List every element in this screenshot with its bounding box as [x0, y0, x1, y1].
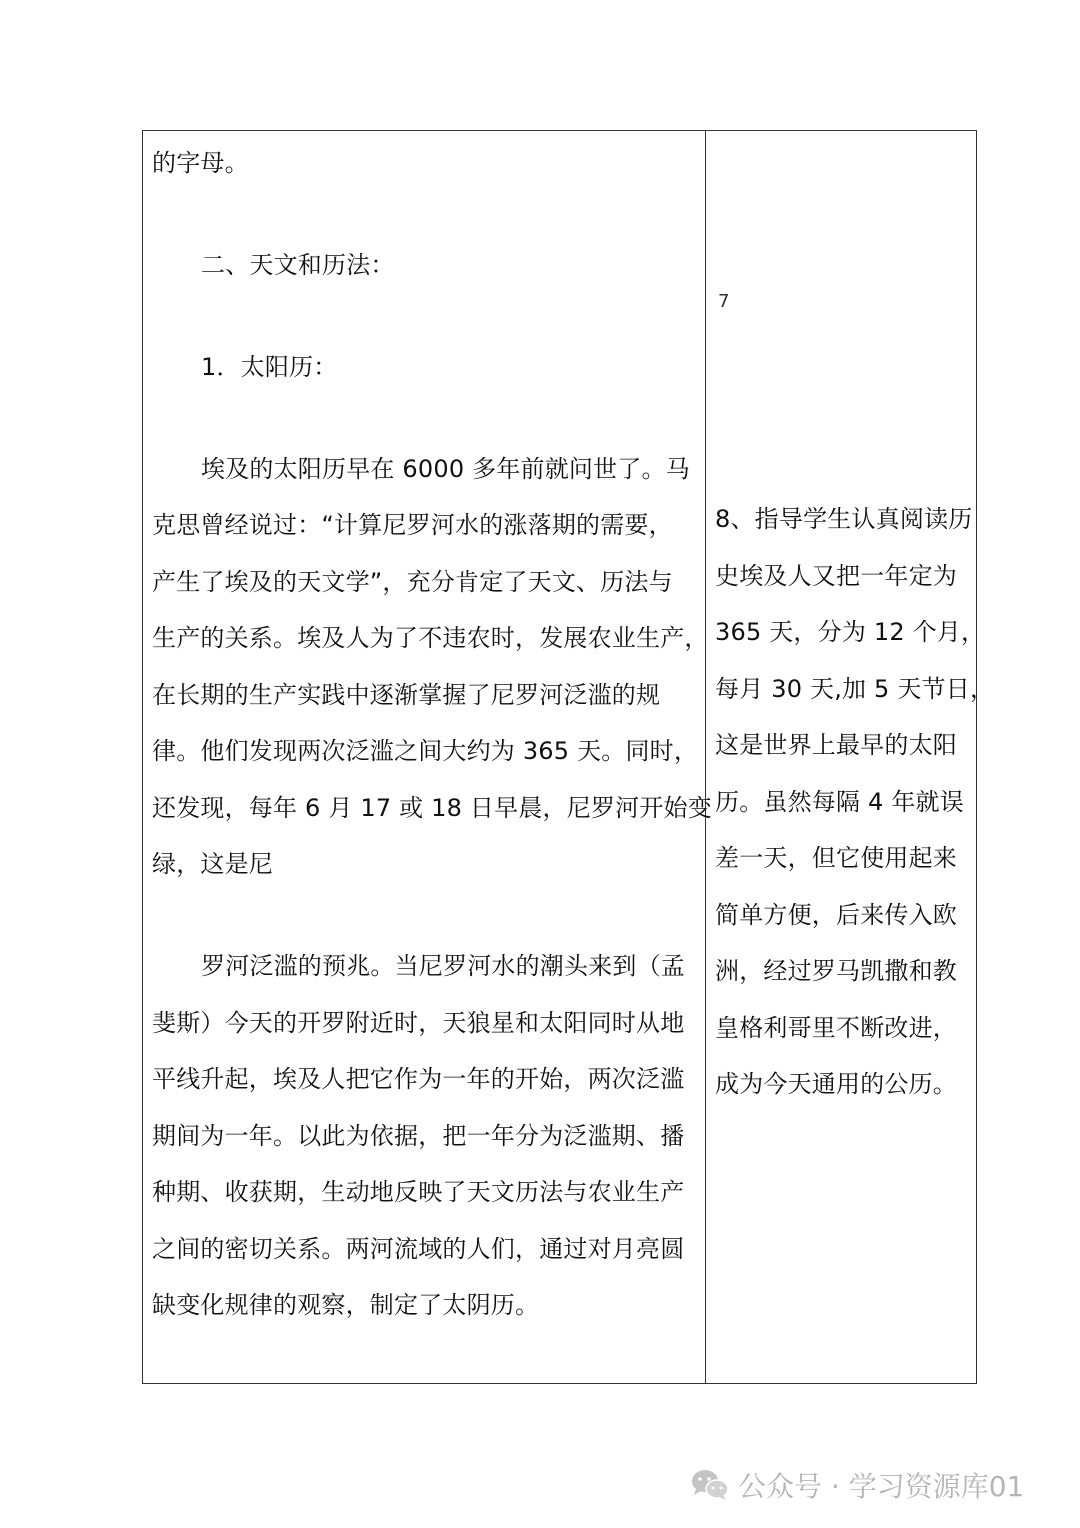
- note-line: 皇格利哥里不断改进，: [715, 1014, 957, 1042]
- note-line: 简单方便，后来传入欧: [715, 901, 957, 929]
- text-line: 期间为一年。以此为依据，把一年分为泛滥期、播: [152, 1122, 685, 1150]
- note-line: 历。虽然每隔 4 年就误: [715, 788, 964, 816]
- note-line: 这是世界上最早的太阳: [715, 731, 957, 759]
- section-heading: 二、天文和历法：: [201, 251, 395, 279]
- note-line: 成为今天通用的公历。: [715, 1070, 957, 1098]
- content-table: [142, 130, 995, 1384]
- text-line: 生产的关系。埃及人为了不违农时，发展农业生产，: [152, 624, 709, 652]
- text-line: 在长期的生产实践中逐渐掌握了尼罗河泛滥的规: [152, 681, 661, 709]
- wechat-icon: [690, 1467, 730, 1503]
- text-line: 之间的密切关系。两河流域的人们，通过对月亮圆: [152, 1235, 685, 1263]
- note-line: 每月 30 天,加 5 天节日，: [715, 675, 995, 703]
- text-line: 还发现，每年 6 月 17 或 18 日早晨，尼罗河开始变: [152, 794, 712, 822]
- page-marker: 7: [718, 291, 730, 312]
- watermark-text: 公众号 · 学习资源库01: [738, 1470, 1025, 1503]
- note-line: 差一天，但它使用起来: [715, 844, 957, 872]
- subsection-heading: 1．太阳历：: [201, 353, 338, 381]
- text-line: 平线升起，埃及人把它作为一年的开始，两次泛滥: [152, 1065, 685, 1093]
- text-line: 的字母。: [152, 149, 249, 177]
- note-line: 洲，经过罗马凯撒和教: [715, 957, 957, 985]
- note-line: 史埃及人又把一年定为: [715, 562, 957, 590]
- text-line: 律。他们发现两次泛滥之间大约为 365 天。同时，: [152, 737, 699, 765]
- note-line: 365 天，分为 12 个月，: [715, 618, 986, 646]
- text-line: 产生了埃及的天文学”，充分肯定了天文、历法与: [152, 568, 673, 596]
- text-line: 缺变化规律的观察，制定了太阴历。: [152, 1291, 540, 1319]
- note-line: 8、指导学生认真阅读历: [715, 505, 973, 533]
- text-line: 罗河泛滥的预兆。当尼罗河水的潮头来到（孟: [201, 952, 685, 980]
- right-cell: [706, 131, 995, 1383]
- text-line: 斐斯）今天的开罗附近时，天狼星和太阳同时从地: [152, 1009, 685, 1037]
- left-cell: [143, 131, 712, 1383]
- text-line: 克思曾经说过：“计算尼罗河水的涨落期的需要，: [152, 511, 673, 539]
- text-line: 埃及的太阳历早在 6000 多年前就问世了。马: [201, 455, 690, 483]
- watermark: [690, 1463, 1024, 1507]
- text-line: 种期、收获期，生动地反映了天文历法与农业生产: [152, 1178, 685, 1206]
- text-line: 绿，这是尼: [152, 850, 273, 878]
